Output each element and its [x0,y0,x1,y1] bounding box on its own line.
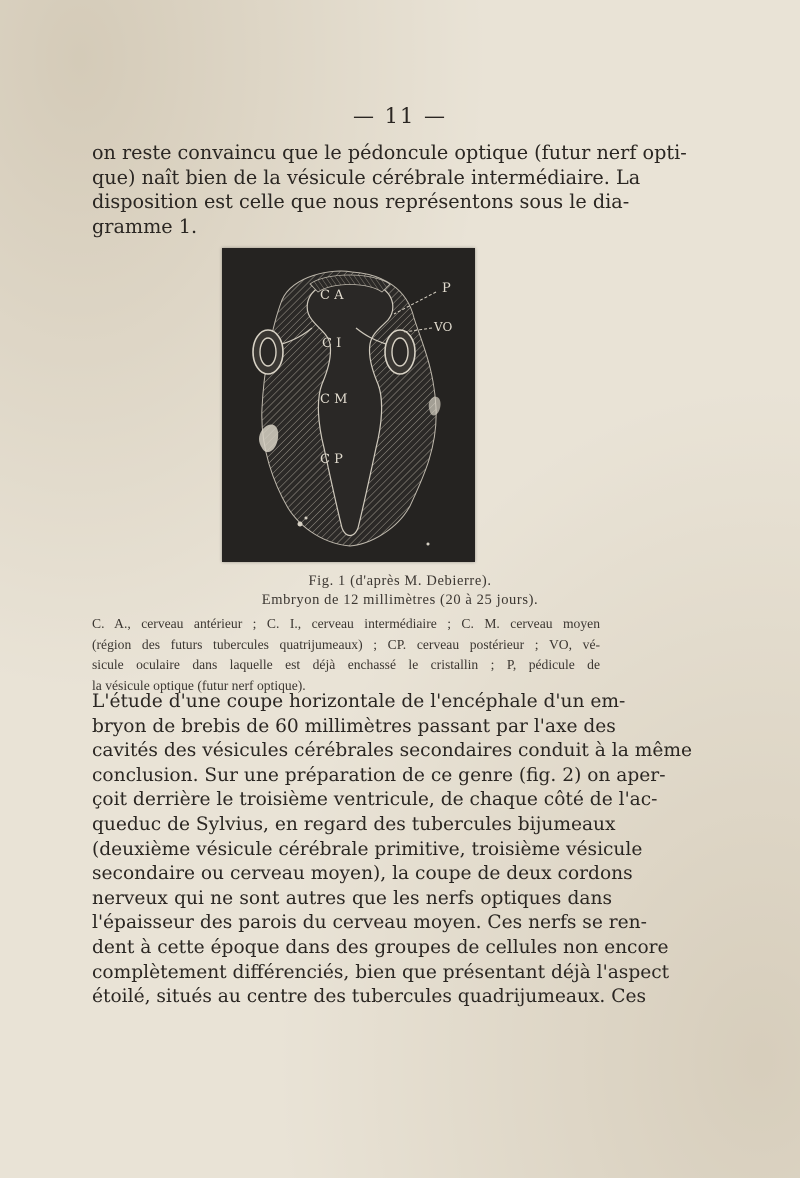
text-line: on reste convaincu que le pédoncule optique (futur nerf opti- [92,141,687,164]
embryo-brain-diagram [222,248,475,562]
legend-line: la vésicule optique (futur nerf optique). [92,677,306,693]
label-vo: VO [434,320,453,334]
text-line: disposition est celle que nous représentons sous le dia- [92,190,630,213]
label-ca: C A [320,288,344,303]
paragraph-main [92,690,693,1010]
figure-caption-subtitle: Embryon de 12 millimètres (20 à 25 jours). [261,592,539,608]
label-p: P [442,281,451,296]
legend-line: sicule oculaire dans laquelle est déjà enchassé le cristallin ; P, pédicule de [92,657,600,672]
text-line: gramme 1. [92,214,198,238]
text-line: (deuxième vésicule cérébrale primitive, troisième vésicule [92,838,643,860]
label-cp: C P [320,452,343,467]
text-line: secondaire ou cerveau moyen), la coupe de deux cordons [92,863,633,885]
diagram-illustration [222,248,475,562]
text-line: étoilé, situés au centre des tubercules quadrijumeaux. Ces [92,986,647,1008]
text-line: dent à cette époque dans des groupes de cellules non encore [92,936,669,958]
text-line: nerveux qui ne sont autres que les nerfs optiques dans [92,887,612,909]
text-line: complètement différenciés, bien que présentant déjà l'aspect [92,961,670,983]
text-line: L'étude d'une coupe horizontale de l'encéphale d'un em- [92,691,626,712]
label-ci: C I [322,336,342,351]
text-line: conclusion. Sur une préparation de ce genre (fig. 2) on aper- [92,764,666,786]
figure-caption-title: Fig. 1 (d'après M. Debierre). [308,573,492,589]
figure-legend [92,614,600,696]
label-cm: C M [320,392,348,407]
text-line: l'épaisseur des parois du cerveau moyen. Ces nerfs se ren- [92,912,647,934]
legend-line: C. A., cerveau antérieur ; C. I., cerveau intermédiaire ; C. M. cerveau moyen [92,616,600,631]
legend-line: (région des futurs tubercules quatrijumeaux) ; CP. cerveau postérieur ; VO, vé- [92,636,600,652]
paragraph-intro [92,141,687,239]
page-number: — 11 — [352,104,448,128]
text-line: bryon de brebis de 60 millimètres passant par l'axe des [92,715,616,737]
text-line: queduc de Sylvius, en regard des tubercules bijumeaux [92,813,616,835]
text-line: çoit derrière le troisième ventricule, de chaque côté de l'ac- [92,789,658,811]
text-line: que) naît bien de la vésicule cérébrale intermédiaire. La [92,165,641,189]
text-line: cavités des vésicules cérébrales secondaires conduit à la même [92,740,693,762]
